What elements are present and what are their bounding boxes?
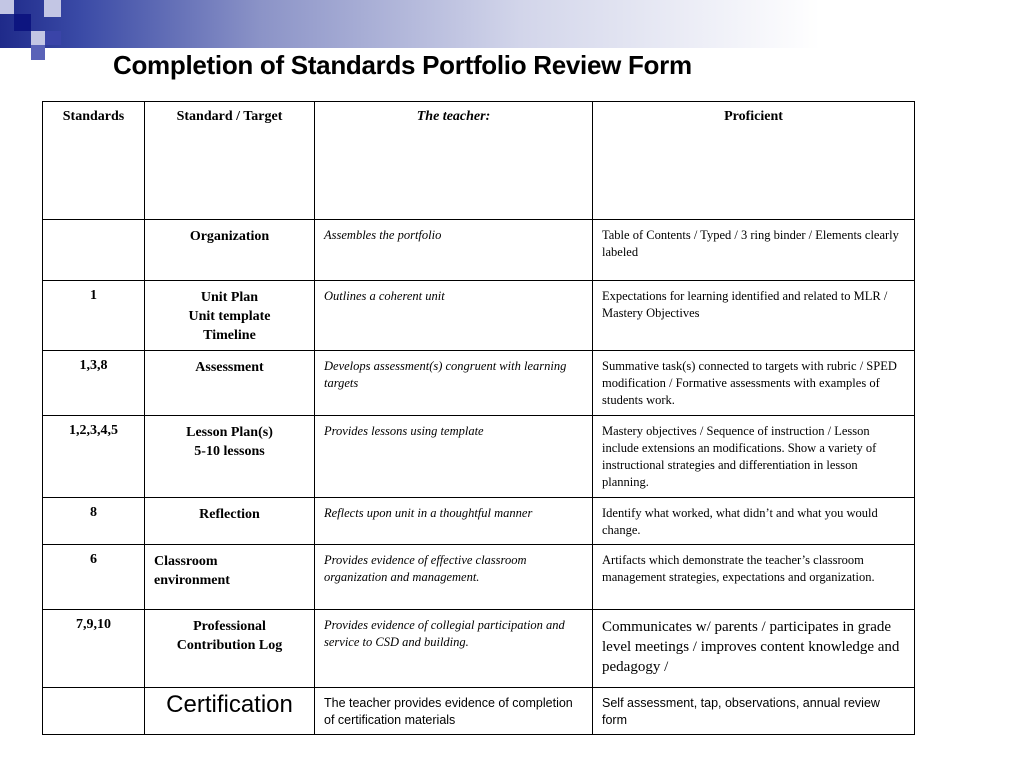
target-line: environment — [154, 573, 230, 588]
decorative-square — [31, 31, 45, 45]
table-row — [43, 281, 915, 351]
standards-cell: 1 — [43, 281, 145, 351]
decorative-square — [45, 31, 61, 45]
proficient-cell: Expectations for learning identified and related to MLR / Mastery Objectives — [593, 281, 915, 351]
header-row — [43, 102, 915, 220]
table-row — [43, 610, 915, 688]
teacher-cell: Reflects upon unit in a thoughtful manner — [315, 498, 593, 545]
target-line: Timeline — [203, 328, 256, 343]
standards-cell: 6 — [43, 545, 145, 610]
target-line: Lesson Plan(s) — [186, 425, 273, 440]
target-line: Classroom — [154, 554, 218, 569]
decorative-square — [31, 45, 45, 60]
target-cell — [145, 220, 315, 281]
target-cell — [145, 351, 315, 416]
header-gradient-band — [0, 0, 1024, 48]
proficient-cell: Summative task(s) connected to targets with rubric / SPED modification / Formative assessments with examples of students work. — [593, 351, 915, 416]
target-line: Certification — [166, 691, 293, 718]
table-row — [43, 688, 915, 735]
target-line: Professional — [193, 619, 266, 634]
teacher-cell: Provides evidence of collegial participation and service to CSD and building. — [315, 610, 593, 688]
proficient-cell: Identify what worked, what didn’t and what you would change. — [593, 498, 915, 545]
target-line: Unit Plan — [200, 290, 259, 305]
header-standards: Standards — [43, 102, 145, 220]
decorative-square — [44, 0, 61, 17]
table-row — [43, 416, 915, 498]
target-cell — [145, 416, 315, 498]
teacher-cell: Provides lessons using template — [315, 416, 593, 498]
proficient-cell: Mastery objectives / Sequence of instruction / Lesson include extensions an modifications. Show a variety of instructional strategies and differentiation in lesson planning. — [593, 416, 915, 498]
header-teacher: The teacher: — [315, 102, 593, 220]
target-line: Organization — [189, 229, 270, 244]
target-line: Contribution Log — [176, 638, 283, 653]
header-proficient: Proficient — [593, 102, 915, 220]
table-row — [43, 351, 915, 416]
teacher-cell: Assembles the portfolio — [315, 220, 593, 281]
standards-cell: 8 — [43, 498, 145, 545]
target-line: Assessment — [195, 360, 264, 375]
teacher-cell: Outlines a coherent unit — [315, 281, 593, 351]
target-cell — [145, 688, 315, 735]
header-target: Standard / Target — [145, 102, 315, 220]
teacher-cell: Provides evidence of effective classroom organization and management. — [315, 545, 593, 610]
table-row — [43, 498, 915, 545]
table-row — [43, 545, 915, 610]
target-line: Unit template — [188, 309, 271, 324]
review-form-table — [42, 101, 915, 735]
target-line: Reflection — [199, 507, 260, 522]
target-line: 5-10 lessons — [194, 444, 265, 459]
table-row — [43, 220, 915, 281]
target-cell — [145, 545, 315, 610]
proficient-cell: Self assessment, tap, observations, annual review form — [593, 688, 915, 735]
target-cell — [145, 498, 315, 545]
decorative-square — [0, 0, 14, 14]
standards-cell — [43, 688, 145, 735]
proficient-cell: Table of Contents / Typed / 3 ring binder / Elements clearly labeled — [593, 220, 915, 281]
teacher-cell: The teacher provides evidence of completion of certification materials — [315, 688, 593, 735]
standards-cell: 1,2,3,4,5 — [43, 416, 145, 498]
target-cell — [145, 281, 315, 351]
teacher-cell: Develops assessment(s) congruent with learning targets — [315, 351, 593, 416]
standards-cell: 1,3,8 — [43, 351, 145, 416]
proficient-cell: Artifacts which demonstrate the teacher’s classroom management strategies, expectations and organization. — [593, 545, 915, 610]
target-cell — [145, 610, 315, 688]
standards-cell: 7,9,10 — [43, 610, 145, 688]
proficient-cell: Communicates w/ parents / participates in grade level meetings / improves content knowledge and pedagogy / — [593, 610, 915, 688]
standards-cell — [43, 220, 145, 281]
page-title: Completion of Standards Portfolio Review Form — [113, 50, 692, 80]
decorative-square — [14, 14, 31, 31]
